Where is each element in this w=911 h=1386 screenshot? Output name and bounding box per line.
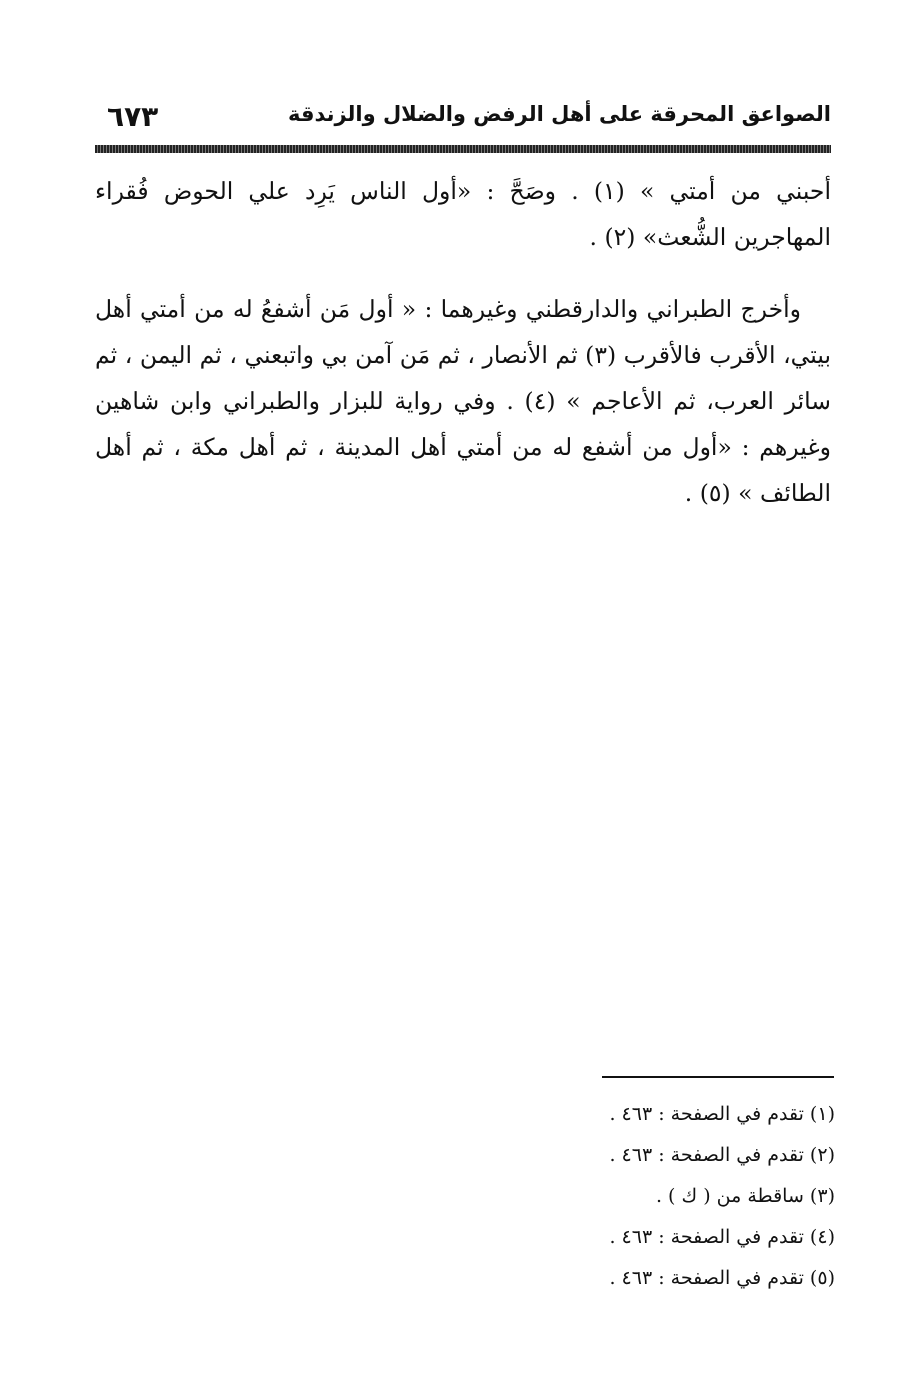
running-header	[95, 98, 831, 140]
footnote: (٣) ساقطة من ( ك ) .	[655, 1185, 835, 1207]
paragraph: وأخرج الطبراني والدارقطني وغيرهما : « أول مَن أشفعُ له من أمتي أهل بيتي، الأقرب فالأقرب (٣) ثم الأنصار ، ثم مَن آمن بي واتبعني ، ثم اليمن ، ثم سائر العرب، ثم الأعاجم » (٤) . وفي رواية للبزار والطبراني وابن شاهين وغيرهم : «أول من أشفع له من أمتي أهل المدينة ، ثم أهل مكة ، ثم أهل الطائف » (٥) .	[95, 295, 831, 507]
footnote: (١) تقدم في الصفحة : ٤٦٣ .	[609, 1103, 835, 1125]
footnote: (٢) تقدم في الصفحة : ٤٦٣ .	[609, 1144, 835, 1166]
main-text	[95, 168, 831, 516]
footnote: (٤) تقدم في الصفحة : ٤٦٣ .	[609, 1226, 835, 1248]
footnote-separator	[602, 1076, 834, 1078]
header-rule	[95, 145, 831, 153]
footnotes	[500, 1094, 835, 1299]
paragraph: أحبني من أمتي » (١) . وصَحَّ : «أول الناس يَرِد علي الحوض فُقراء المهاجرين الشُّعث» (٢) .	[95, 177, 831, 251]
footnote: (٥) تقدم في الصفحة : ٤٦٣ .	[609, 1267, 835, 1289]
page-number: ٦٧٣	[107, 100, 159, 133]
running-title: الصواعق المحرقة على أهل الرفض والضلال والزندقة	[287, 102, 831, 126]
